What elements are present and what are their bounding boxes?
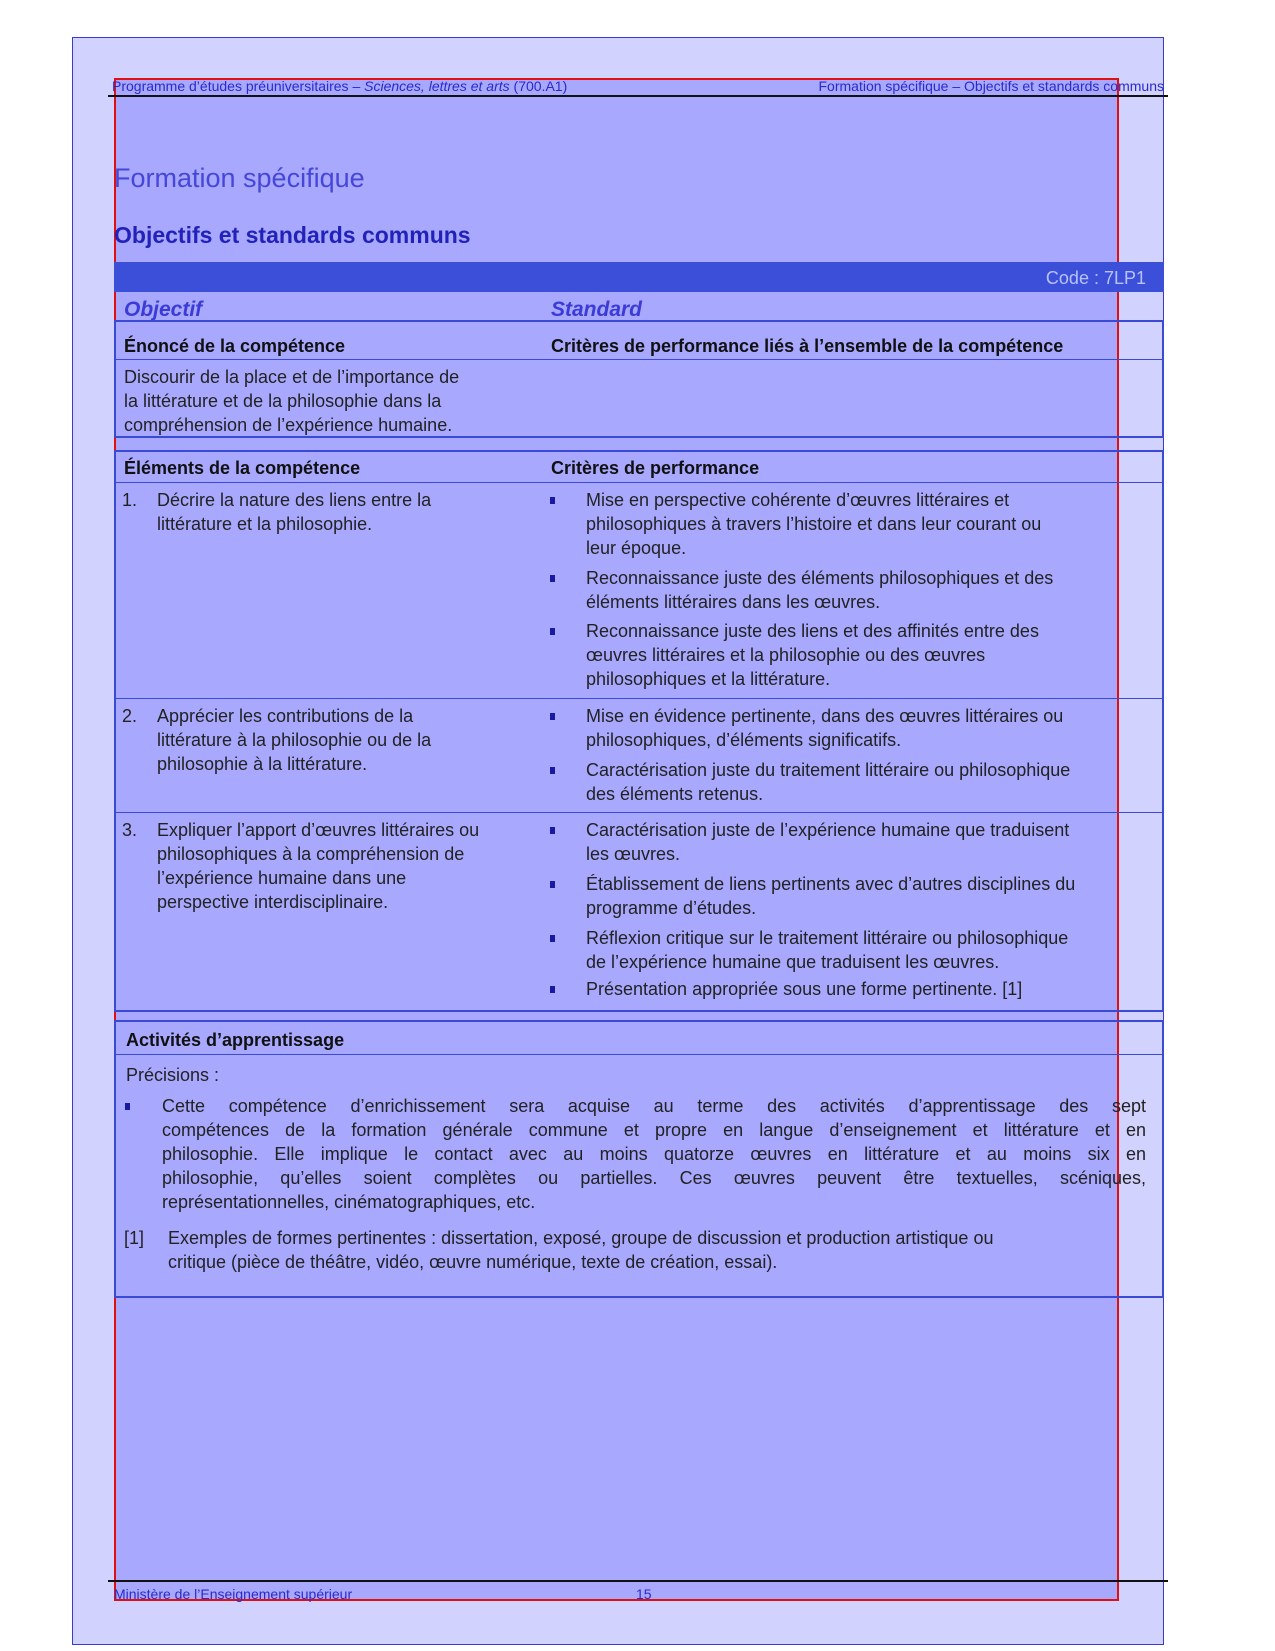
header-program	[112, 78, 567, 94]
competence-header-rule	[116, 359, 1162, 360]
standard-column-heading: Standard	[551, 298, 643, 321]
criterion-line: Caractérisation juste du traitement littéraire ou philosophique	[586, 760, 1071, 780]
statement-line: compréhension de l’expérience humaine.	[124, 415, 453, 435]
criterion-line: Mise en perspective cohérente d’œuvres littéraires et	[586, 490, 1010, 510]
criterion-line: philosophiques, d’éléments significatifs.	[586, 730, 902, 750]
paragraph-line: philosophie. Elle implique le contact avec au moins quatorze œuvres en littérature et au moins six en	[162, 1144, 1146, 1164]
element-line: Décrire la nature des liens entre la	[157, 490, 432, 510]
page-number: 15	[636, 1586, 652, 1602]
competence-statement	[124, 365, 459, 437]
criterion-line: programme d’études.	[586, 898, 757, 918]
element-line: l’expérience humaine dans une	[157, 868, 407, 888]
precisions-label: Précisions :	[126, 1065, 220, 1085]
criterion	[586, 977, 1022, 1001]
activities-paragraph	[162, 1094, 1146, 1214]
criterion-line: de l’expérience humaine que traduisent les œuvres.	[586, 952, 1000, 972]
footer-ministry: Ministère de l’Enseignement supérieur	[114, 1586, 353, 1602]
running-header	[112, 78, 1164, 94]
bullet-icon	[550, 935, 555, 942]
criterion-line: les œuvres.	[586, 844, 681, 864]
element-line: littérature à la philosophie ou de la	[157, 730, 432, 750]
footnote-mark: [1]	[124, 1228, 145, 1248]
header-program-prefix: Programme d’études préuniversitaires –	[112, 78, 365, 94]
competence-criteria-heading: Critères de performance liés à l’ensemble de la compétence	[551, 336, 1064, 356]
criterion	[586, 926, 1068, 974]
element-number: 1.	[122, 490, 138, 510]
sub-title: Objectifs et standards communs	[114, 222, 471, 248]
bullet-icon	[550, 986, 555, 993]
criterion-line: Établissement de liens pertinents avec d’autres disciplines du	[586, 874, 1076, 894]
header-program-code: (700.A1)	[509, 78, 568, 94]
activities-heading: Activités d’apprentissage	[126, 1030, 345, 1050]
criterion-line: Reconnaissance juste des liens et des affinités entre des	[586, 621, 1039, 641]
activities-header-rule	[116, 1054, 1162, 1055]
element-divider	[116, 698, 1162, 699]
criterion-line: éléments littéraires dans les œuvres.	[586, 592, 881, 612]
criterion-line: Réflexion critique sur le traitement littéraire ou philosophique	[586, 928, 1069, 948]
elements-header-rule	[116, 482, 1162, 483]
code-label: Code : 7LP1	[1045, 268, 1146, 288]
bullet-icon	[550, 628, 555, 635]
bullet-icon	[550, 575, 555, 582]
paragraph-line: Cette compétence d’enrichissement sera acquise au terme des activités d’apprentissage des sept	[162, 1096, 1146, 1116]
statement-line: la littérature et de la philosophie dans la	[124, 391, 442, 411]
element-number: 3.	[122, 820, 138, 840]
criterion	[586, 704, 1063, 752]
elements-criteria-heading: Critères de performance	[551, 458, 760, 478]
statement-line: Discourir de la place et de l’importance de	[124, 367, 460, 387]
criterion-line: Présentation appropriée sous une forme pertinente. [1]	[586, 979, 1023, 999]
criterion-line: Reconnaissance juste des éléments philosophiques et des	[586, 568, 1054, 588]
paragraph-line: représentationnelles, cinématographiques, etc.	[162, 1192, 536, 1212]
criterion-line: leur époque.	[586, 538, 687, 558]
criterion	[586, 566, 1053, 614]
criterion-line: philosophiques et la littérature.	[586, 669, 831, 689]
footer-divider	[108, 1580, 1168, 1582]
element-line: littérature et la philosophie.	[157, 514, 373, 534]
bullet-icon	[550, 713, 555, 720]
element-line: philosophie à la littérature.	[157, 754, 368, 774]
bullet-icon	[125, 1103, 130, 1110]
section-title: Formation spécifique	[114, 163, 365, 193]
criterion	[586, 758, 1070, 806]
footnote-line: critique (pièce de théâtre, vidéo, œuvre numérique, texte de création, essai).	[168, 1252, 778, 1272]
elements-heading: Éléments de la compétence	[124, 458, 361, 478]
bullet-icon	[550, 497, 555, 504]
element-line: perspective interdisciplinaire.	[157, 892, 389, 912]
header-program-italic: Sciences, lettres et arts	[364, 78, 510, 94]
bullet-icon	[550, 881, 555, 888]
paragraph-line: compétences de la formation générale commune et propre en langue d’enseignement et littérature et en	[162, 1120, 1146, 1140]
criterion-line: philosophiques à travers l’histoire et dans leur courant ou	[586, 514, 1042, 534]
paragraph-line: philosophie, qu’elles soient complètes ou partielles. Ces œuvres peuvent être textuelles, scéniques,	[162, 1168, 1146, 1188]
competence-statement-heading: Énoncé de la compétence	[124, 336, 346, 356]
criterion-line: des éléments retenus.	[586, 784, 764, 804]
criterion	[586, 818, 1069, 866]
criterion-line: Mise en évidence pertinente, dans des œuvres littéraires ou	[586, 706, 1064, 726]
element-description	[157, 704, 431, 776]
element-line: Apprécier les contributions de la	[157, 706, 414, 726]
footnote	[168, 1226, 993, 1274]
bullet-icon	[550, 767, 555, 774]
criterion	[586, 872, 1075, 920]
element-divider	[116, 812, 1162, 813]
running-footer	[114, 1586, 654, 1602]
criterion-line: œuvres littéraires et la philosophie ou des œuvres	[586, 645, 986, 665]
element-line: Expliquer l’apport d’œuvres littéraires ou	[157, 820, 480, 840]
code-bar	[114, 262, 1164, 292]
footnote-line: Exemples de formes pertinentes : dissertation, exposé, groupe de discussion et production artistique ou	[168, 1228, 994, 1248]
element-number: 2.	[122, 706, 138, 726]
header-section: Formation spécifique – Objectifs et standards communs	[818, 78, 1164, 94]
criterion-line: Caractérisation juste de l’expérience humaine que traduisent	[586, 820, 1070, 840]
element-line: philosophiques à la compréhension de	[157, 844, 465, 864]
criterion	[586, 619, 1039, 691]
header-divider	[108, 95, 1168, 97]
bullet-icon	[550, 827, 555, 834]
objective-column-heading: Objectif	[124, 298, 203, 321]
element-description	[157, 818, 479, 914]
element-description	[157, 488, 431, 536]
criterion	[586, 488, 1041, 560]
